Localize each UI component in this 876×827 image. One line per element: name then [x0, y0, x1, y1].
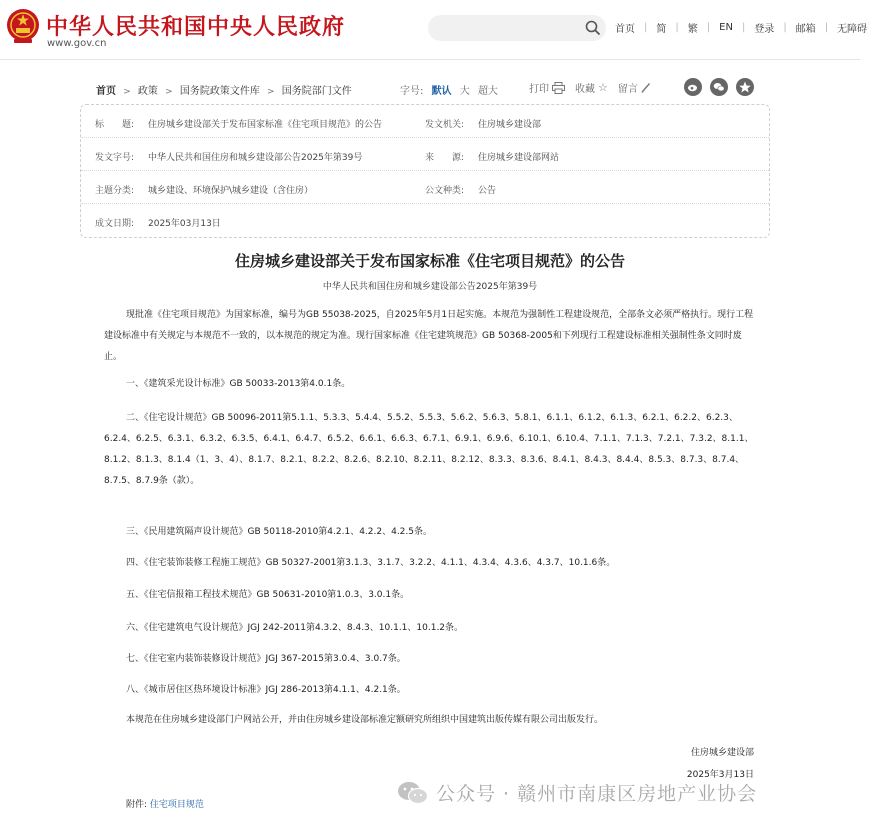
nav-simplified[interactable]: 简	[656, 24, 667, 35]
nav-login[interactable]: 登录	[754, 24, 775, 35]
meta-source-value: 住房城乡建设部网站	[478, 153, 560, 163]
breadcrumb-home[interactable]: 首页	[96, 86, 116, 97]
printer-icon	[552, 82, 565, 94]
nav-mail[interactable]: 邮箱	[795, 24, 816, 35]
qzone-share-icon[interactable]	[736, 78, 754, 96]
favorite-button[interactable]	[575, 80, 608, 95]
nav-separator: |	[783, 22, 787, 33]
meta-docno-value: 中华人民共和国住房和城乡建设部公告2025年第39号	[148, 153, 363, 163]
font-size-large[interactable]: 大	[459, 86, 470, 97]
attachment	[126, 797, 204, 810]
breadcrumb-department-docs[interactable]: 国务院部门文件	[281, 86, 352, 97]
print-label: 打印	[529, 84, 549, 95]
clause-item-3: 三、《民用建筑隔声设计规范》GB 50118-2010第4.2.1、4.2.2、4.2.5条。	[126, 527, 432, 537]
meta-title-label: 标 题:	[95, 120, 135, 130]
document-closing: 本规范在住房城乡建设部门户网站公开，并由住房城乡建设部标准定额研究所组织中国建筑出版传媒有限公司出版发行。	[126, 715, 604, 725]
meta-date-label: 成文日期:	[95, 219, 135, 229]
meta-issuer-value: 住房城乡建设部	[478, 120, 542, 130]
site-title[interactable]: 中华人民共和国中央人民政府	[46, 14, 346, 40]
font-size-selector	[400, 82, 503, 97]
top-navigation	[606, 20, 876, 35]
clause-item-4: 四、《住宅装饰装修工程施工规范》GB 50327-2001第3.1.3、3.1.7、3.2.2、4.1.1、4.3.4、4.3.6、4.3.7、10.1.6条。	[126, 558, 616, 568]
meta-row-topic	[81, 171, 769, 204]
nav-separator: |	[706, 22, 711, 33]
comment-button[interactable]	[618, 80, 651, 95]
font-size-label: 字号:	[400, 86, 424, 97]
site-url: www.gov.cn	[47, 38, 107, 49]
wechat-icon	[396, 780, 430, 806]
font-size-default[interactable]: 默认	[431, 86, 452, 97]
site-header	[0, 0, 868, 60]
meta-topic-label: 主题分类:	[95, 186, 135, 196]
watermark-text: 公众号 · 赣州市南康区房地产业协会	[436, 783, 758, 805]
meta-row-docno	[81, 138, 769, 171]
meta-title-value: 住房城乡建设部关于发布国家标准《住宅项目规范》的公告	[148, 120, 383, 130]
weibo-share-icon[interactable]	[684, 78, 702, 96]
pencil-icon	[641, 82, 651, 93]
meta-type-label: 公文种类:	[425, 186, 465, 196]
breadcrumb-policy-library[interactable]: 国务院政策文件库	[179, 86, 260, 97]
clause-item-6: 六、《住宅建筑电气设计规范》JGJ 242-2011第4.3.2、8.4.3、10.1.1、10.1.2条。	[126, 623, 464, 633]
meta-issuer-label: 发文机关:	[425, 120, 465, 130]
favorite-label: 收藏	[575, 84, 595, 95]
nav-home[interactable]: 首页	[615, 24, 635, 35]
star-icon: ☆	[598, 81, 608, 94]
wechat-share-icon[interactable]	[710, 78, 728, 96]
wechat-watermark	[396, 779, 757, 806]
search-input[interactable]	[428, 15, 606, 41]
meta-row-title	[81, 105, 769, 138]
clause-item-1: 一、《建筑采光设计标准》GB 50033-2013第4.0.1条。	[126, 379, 351, 389]
document-signer: 住房城乡建设部	[690, 748, 754, 758]
clause-item-7: 七、《住宅室内装饰装修设计规范》JGJ 367-2015第3.0.4、3.0.7条。	[126, 654, 406, 664]
attachment-label: 附件:	[126, 800, 148, 810]
nav-english[interactable]: EN	[719, 22, 733, 33]
article-tools	[529, 80, 661, 95]
nav-separator: |	[741, 22, 746, 33]
chevron-right-icon: >	[165, 87, 173, 97]
attachment-link[interactable]: 住宅项目规范	[149, 800, 204, 810]
document-number: 中华人民共和国住房和城乡建设部公告2025年第39号	[322, 282, 538, 292]
meta-row-date	[81, 204, 769, 237]
national-emblem-icon[interactable]	[6, 8, 40, 44]
meta-type-value: 公告	[478, 186, 497, 196]
clause-item-5: 五、《住宅信报箱工程技术规范》GB 50631-2010第1.0.3、3.0.1条。	[126, 590, 410, 600]
nav-traditional[interactable]: 繁	[687, 24, 698, 35]
document-sign-date: 2025年3月13日	[686, 770, 754, 780]
search-icon[interactable]	[584, 19, 602, 37]
breadcrumb-policy[interactable]: 政策	[137, 86, 158, 97]
meta-topic-value: 城乡建设、环境保护\城乡建设（含住房）	[148, 186, 314, 196]
meta-docno-label: 发文字号:	[95, 153, 135, 163]
document-intro: 现批准《住宅项目规范》为国家标准，编号为GB 55038-2025，自2025年5月1日起实施。本规范为强制性工程建设规范，全部条文必须严格执行。现行工程建设标准中有关规定与本规范不一致的，以本规范的规定为准。现行国家标准《住宅建筑规范》GB 50368-2005和下列现行工程建设标准相关强制性条文同时废止。	[104, 310, 754, 362]
chevron-right-icon: >	[267, 87, 275, 97]
font-size-xlarge[interactable]: 超大	[477, 86, 498, 97]
document-metadata	[80, 104, 770, 238]
print-button[interactable]	[529, 80, 565, 95]
nav-separator: |	[824, 22, 829, 33]
nav-accessibility[interactable]: 无障碍	[837, 24, 868, 35]
meta-source-label: 来 源:	[425, 153, 465, 163]
document-title: 住房城乡建设部关于发布国家标准《住宅项目规范》的公告	[234, 252, 625, 270]
nav-separator: |	[675, 22, 679, 33]
meta-date-value: 2025年03月13日	[148, 219, 221, 229]
share-icons	[684, 78, 762, 96]
clause-item-8: 八、《城市居住区热环境设计标准》JGJ 286-2013第4.1.1、4.2.1条。	[126, 685, 406, 695]
comment-label: 留言	[617, 84, 638, 95]
nav-separator: |	[644, 22, 648, 33]
breadcrumb	[96, 82, 352, 97]
clause-item-2: 二、《住宅设计规范》GB 50096-2011第5.1.1、5.3.3、5.4.4、5.5.2、5.5.3、5.6.2、5.6.3、5.8.1、6.1.1、6.1.2、6.1.3、6.2.1、6.2.2、6.2.3、6.2.4、6.2.5、6.3.1、6.3.2、6.3.5、6.4.1、6.4.7、6.5.2、6.6.1、6.6.3、6.7.1、6.9.1、6.9.6、6.10.1、6.10.4、7.1.1、7.1.3、7.2.1、7.3.2、8.1.1、8.1.2、8.1.3、8.1.4（1、3、4）、8.1.7、8.2.1、8.2.2、8.2.6、8.2.10、8.2.11、8.2.12、8.3.3、8.3.6、8.4.1、8.4.3、8.4.4、8.5.3、8.7.3、8.7.4、8.7.5、8.7.9条（款）。	[104, 413, 754, 486]
chevron-right-icon: >	[123, 87, 131, 97]
